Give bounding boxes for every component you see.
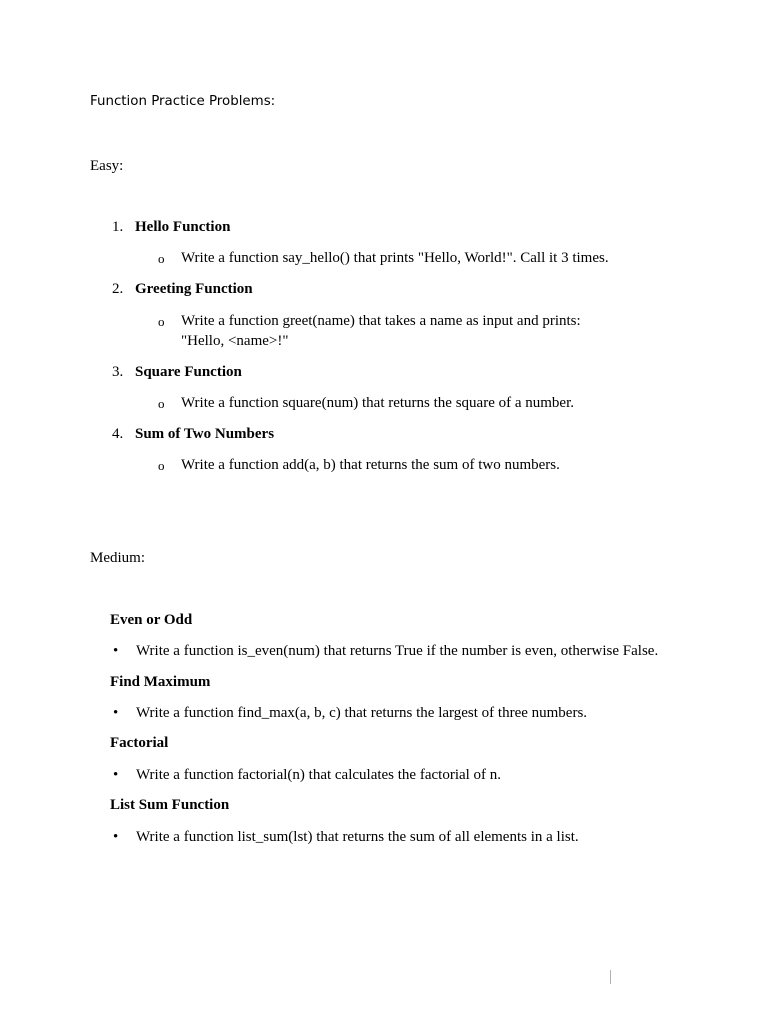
sub-bullet-marker: o — [158, 251, 165, 266]
list-item-title: Hello Function — [135, 219, 231, 235]
list-item-title: Even or Odd — [110, 612, 193, 628]
bullet-marker: • — [113, 643, 119, 659]
list-item-description: Write a function is_even(num) that returns True if the number is even, otherwise False. — [136, 643, 659, 659]
list-item-description: Write a function find_max(a, b, c) that returns the largest of three numbers. — [136, 705, 588, 721]
list-item-number: 1. — [112, 219, 124, 235]
list-item-title: Greeting Function — [135, 281, 253, 297]
list-item-title: Factorial — [110, 735, 169, 751]
list-item-number: 4. — [112, 426, 124, 442]
list-item-description: Write a function say_hello() that prints "Hello, World!". Call it 3 times. — [181, 250, 609, 266]
bullet-marker: • — [113, 829, 119, 845]
list-item-description: Write a function factorial(n) that calculates the factorial of n. — [136, 767, 502, 783]
section-label-medium: Medium: — [90, 550, 145, 566]
bullet-marker: • — [113, 767, 119, 783]
document-title: Function Practice Problems: — [90, 94, 276, 109]
section-label-easy: Easy: — [90, 158, 124, 174]
list-item-description: Write a function list_sum(lst) that returns the sum of all elements in a list. — [136, 829, 579, 845]
list-item-title: Find Maximum — [110, 674, 211, 690]
list-item-description: Write a function greet(name) that takes a name as input and prints: — [181, 313, 581, 329]
list-item-title: Square Function — [135, 364, 242, 380]
list-item-title: List Sum Function — [110, 797, 230, 813]
sub-bullet-marker: o — [158, 314, 165, 329]
list-item-number: 3. — [112, 364, 124, 380]
bullet-marker: • — [113, 705, 119, 721]
list-item-number: 2. — [112, 281, 124, 297]
list-item-description: Write a function square(num) that returns the square of a number. — [181, 395, 575, 411]
sub-bullet-marker: o — [158, 458, 165, 473]
list-item-title: Sum of Two Numbers — [135, 426, 275, 442]
list-item-description-continuation: "Hello, <name>!" — [181, 333, 289, 349]
list-item-description: Write a function add(a, b) that returns the sum of two numbers. — [181, 457, 560, 473]
text-cursor — [610, 970, 611, 984]
sub-bullet-marker: o — [158, 396, 165, 411]
